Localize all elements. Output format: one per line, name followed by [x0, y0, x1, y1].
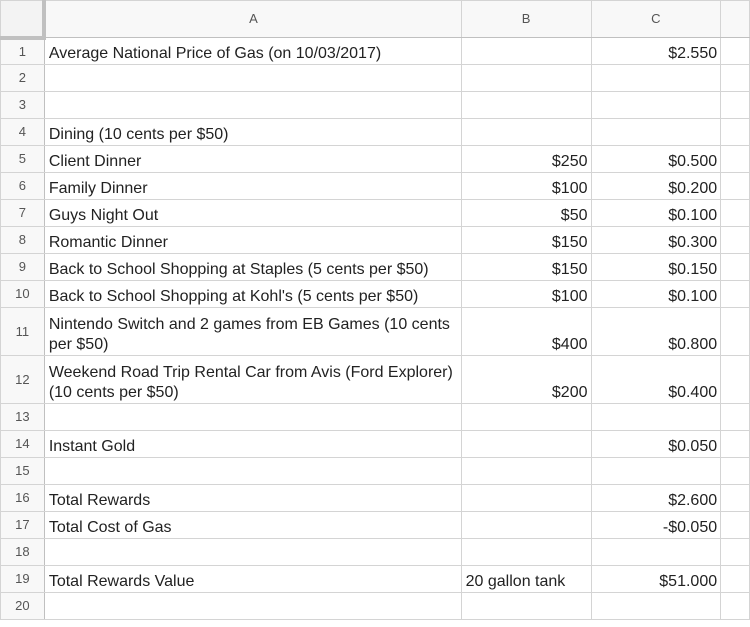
- cell-c[interactable]: [591, 539, 721, 566]
- row-header[interactable]: 13: [1, 404, 45, 431]
- table-row: [1, 308, 750, 356]
- table-row: [1, 227, 750, 254]
- row-header[interactable]: 7: [1, 200, 45, 227]
- row-header[interactable]: 10: [1, 281, 45, 308]
- cell-d[interactable]: [721, 485, 750, 512]
- cell-d[interactable]: [721, 404, 750, 431]
- row-header[interactable]: 9: [1, 254, 45, 281]
- table-row: [1, 512, 750, 539]
- cell-c[interactable]: $0.100: [591, 200, 721, 227]
- table-row: [1, 65, 750, 92]
- cell-b[interactable]: [461, 38, 591, 65]
- column-header-b[interactable]: B: [461, 1, 591, 38]
- table-row: [1, 92, 750, 119]
- cell-c[interactable]: $0.050: [591, 431, 721, 458]
- cell-c[interactable]: [591, 119, 721, 146]
- column-header-partial: [721, 1, 750, 38]
- table-row: [1, 119, 750, 146]
- cell-d[interactable]: [721, 512, 750, 539]
- cell-b[interactable]: $150: [461, 254, 591, 281]
- cell-a[interactable]: [44, 593, 461, 620]
- cell-b[interactable]: $400: [461, 308, 591, 356]
- cell-c[interactable]: [591, 65, 721, 92]
- row-header[interactable]: 1: [1, 38, 45, 65]
- cell-d[interactable]: [721, 200, 750, 227]
- cell-d[interactable]: [721, 254, 750, 281]
- table-row: [1, 458, 750, 485]
- cell-a[interactable]: Nintendo Switch and 2 games from EB Games (10 cents per $50): [44, 308, 461, 356]
- cell-c[interactable]: $2.600: [591, 485, 721, 512]
- table-row: [1, 431, 750, 458]
- cell-c[interactable]: $0.200: [591, 173, 721, 200]
- cell-c[interactable]: [591, 404, 721, 431]
- cell-b[interactable]: $200: [461, 356, 591, 404]
- cell-b[interactable]: 20 gallon tank: [461, 566, 591, 593]
- cell-c[interactable]: [591, 458, 721, 485]
- row-header[interactable]: 11: [1, 308, 45, 356]
- table-row: [1, 146, 750, 173]
- row-header[interactable]: 12: [1, 356, 45, 404]
- cell-a[interactable]: Weekend Road Trip Rental Car from Avis (Ford Explorer) (10 cents per $50): [44, 356, 461, 404]
- cell-b[interactable]: $100: [461, 281, 591, 308]
- cell-a[interactable]: Client Dinner: [44, 146, 461, 173]
- cell-b[interactable]: [461, 512, 591, 539]
- cell-a[interactable]: [44, 458, 461, 485]
- cell-a[interactable]: Total Rewards Value: [44, 566, 461, 593]
- cell-c[interactable]: $0.100: [591, 281, 721, 308]
- column-header-a[interactable]: A: [44, 1, 461, 38]
- table-row: [1, 254, 750, 281]
- cell-b[interactable]: [461, 431, 591, 458]
- cell-a[interactable]: [44, 92, 461, 119]
- table-row: [1, 200, 750, 227]
- cell-d[interactable]: [721, 38, 750, 65]
- cell-a[interactable]: Instant Gold: [44, 431, 461, 458]
- cell-b[interactable]: [461, 92, 591, 119]
- row-header[interactable]: 3: [1, 92, 45, 119]
- cell-b[interactable]: $150: [461, 227, 591, 254]
- row-header[interactable]: 5: [1, 146, 45, 173]
- cell-a[interactable]: [44, 65, 461, 92]
- cell-c[interactable]: $0.300: [591, 227, 721, 254]
- cell-d[interactable]: [721, 593, 750, 620]
- cell-b[interactable]: $50: [461, 200, 591, 227]
- cell-c[interactable]: $0.150: [591, 254, 721, 281]
- cell-d[interactable]: [721, 65, 750, 92]
- cell-b[interactable]: [461, 119, 591, 146]
- row-header[interactable]: 18: [1, 539, 45, 566]
- table-row: [1, 593, 750, 620]
- row-header[interactable]: 15: [1, 458, 45, 485]
- cell-b[interactable]: [461, 539, 591, 566]
- cell-c[interactable]: -$0.050: [591, 512, 721, 539]
- cell-d[interactable]: [721, 356, 750, 404]
- row-header[interactable]: 19: [1, 566, 45, 593]
- table-row: [1, 566, 750, 593]
- cell-a[interactable]: Romantic Dinner: [44, 227, 461, 254]
- cell-a[interactable]: Guys Night Out: [44, 200, 461, 227]
- row-header[interactable]: 20: [1, 593, 45, 620]
- cell-d[interactable]: [721, 431, 750, 458]
- row-header[interactable]: 2: [1, 65, 45, 92]
- cell-d[interactable]: [721, 146, 750, 173]
- cell-a[interactable]: Total Cost of Gas: [44, 512, 461, 539]
- cell-c[interactable]: $0.400: [591, 356, 721, 404]
- cell-d[interactable]: [721, 539, 750, 566]
- select-all-corner[interactable]: [1, 1, 45, 38]
- cell-b[interactable]: $100: [461, 173, 591, 200]
- cell-d[interactable]: [721, 281, 750, 308]
- table-row: [1, 485, 750, 512]
- cell-a[interactable]: Family Dinner: [44, 173, 461, 200]
- cell-b[interactable]: [461, 458, 591, 485]
- cell-c[interactable]: $0.800: [591, 308, 721, 356]
- cell-d[interactable]: [721, 566, 750, 593]
- cell-d[interactable]: [721, 173, 750, 200]
- cell-a[interactable]: Average National Price of Gas (on 10/03/2017): [44, 38, 461, 65]
- cell-d[interactable]: [721, 227, 750, 254]
- table-row: [1, 38, 750, 65]
- row-header[interactable]: 8: [1, 227, 45, 254]
- cell-a[interactable]: Back to School Shopping at Staples (5 cents per $50): [44, 254, 461, 281]
- table-row: [1, 173, 750, 200]
- cell-b[interactable]: [461, 485, 591, 512]
- row-header[interactable]: 14: [1, 431, 45, 458]
- cell-a[interactable]: Dining (10 cents per $50): [44, 119, 461, 146]
- table-row: [1, 356, 750, 404]
- cell-d[interactable]: [721, 308, 750, 356]
- cell-d[interactable]: [721, 458, 750, 485]
- cell-b[interactable]: $250: [461, 146, 591, 173]
- table-row: [1, 281, 750, 308]
- cell-b[interactable]: [461, 593, 591, 620]
- column-header-row: [1, 1, 750, 38]
- cell-a[interactable]: [44, 404, 461, 431]
- row-header[interactable]: 17: [1, 512, 45, 539]
- cell-a[interactable]: Back to School Shopping at Kohl's (5 cents per $50): [44, 281, 461, 308]
- row-header[interactable]: 4: [1, 119, 45, 146]
- row-header[interactable]: 6: [1, 173, 45, 200]
- cell-d[interactable]: [721, 92, 750, 119]
- table-row: [1, 404, 750, 431]
- cell-c[interactable]: [591, 593, 721, 620]
- row-header[interactable]: 16: [1, 485, 45, 512]
- cell-c[interactable]: [591, 92, 721, 119]
- cell-d[interactable]: [721, 119, 750, 146]
- cell-c[interactable]: $51.000: [591, 566, 721, 593]
- cell-a[interactable]: [44, 539, 461, 566]
- cell-c[interactable]: $0.500: [591, 146, 721, 173]
- cell-b[interactable]: [461, 65, 591, 92]
- cell-a[interactable]: Total Rewards: [44, 485, 461, 512]
- cell-b[interactable]: [461, 404, 591, 431]
- table-row: [1, 539, 750, 566]
- cell-c[interactable]: $2.550: [591, 38, 721, 65]
- column-header-c[interactable]: C: [591, 1, 721, 38]
